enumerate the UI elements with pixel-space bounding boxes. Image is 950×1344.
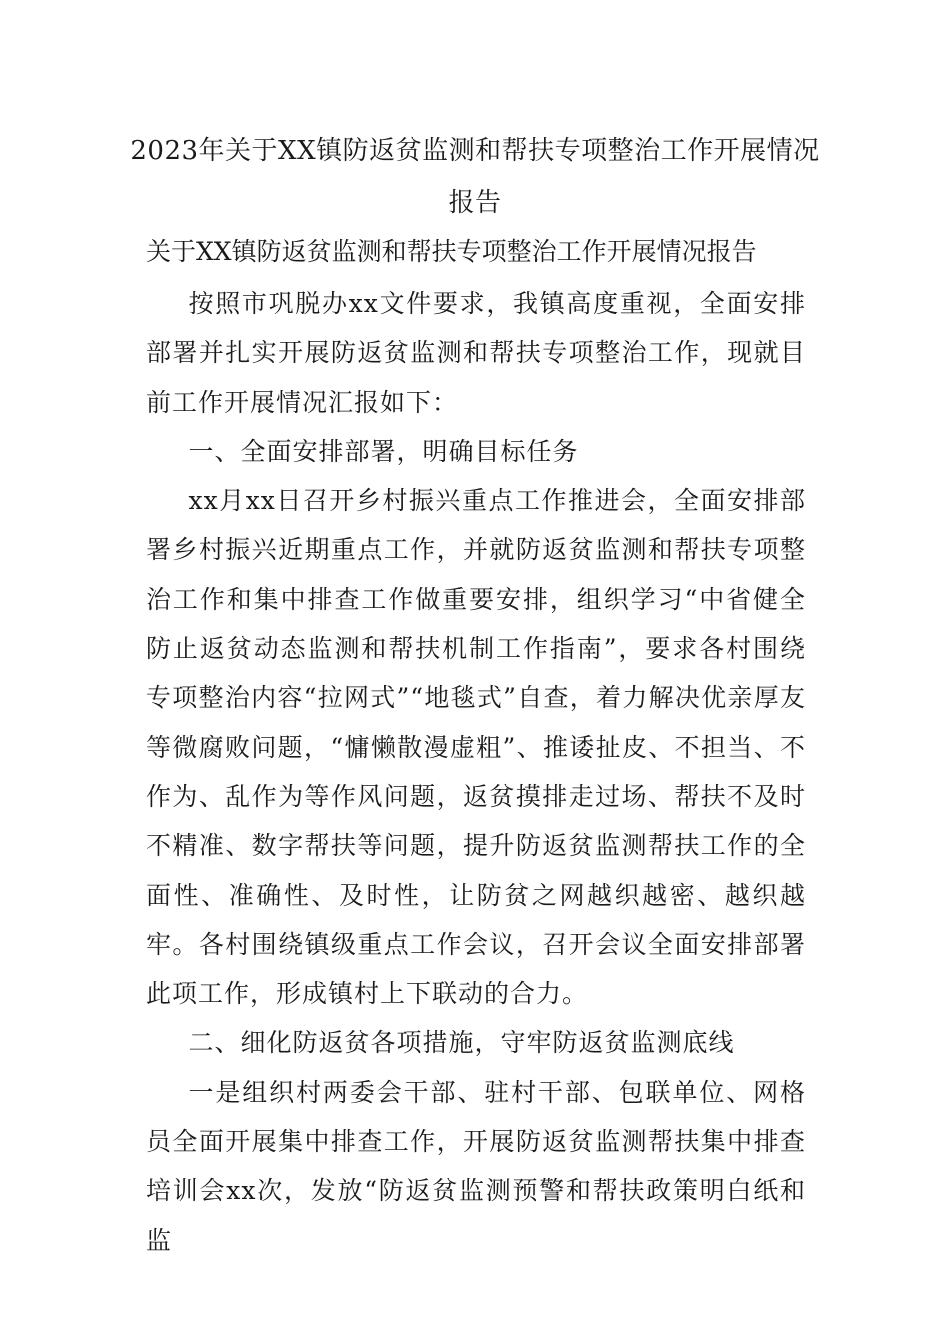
document-subtitle: 关于XX镇防返贫监测和帮扶专项整治工作开展情况报告	[146, 237, 757, 266]
paragraph-section-2: 一是组织村两委会干部、驻村干部、包联单位、网格员全面开展集中排查工作，开展防返贫监测帮扶集中排查培训会xx次，发放“防返贫监测预警和帮扶政策明白纸和监	[146, 1077, 806, 1255]
paragraph-section-1: xx月xx日召开乡村振兴重点工作推进会，全面安排部署乡村振兴近期重点工作，并就防返贫监测和帮扶专项整治工作和集中排查工作做重要安排，组织学习“中省健全防止返贫动态监测和帮扶机制工作指南”，要求各村围绕专项整治内容“拉网式”“地毯式”自查，着力解决优亲厚友等微腐败问题，“慵懒散漫虚粗”、推诿扯皮、不担当、不作为、乱作为等作风问题，返贫摸排走过场、帮扶不及时不精准、数字帮扶等问题，提升防返贫监测帮扶工作的全面性、准确性、及时性，让防贫之网越织越密、越织越牢。各村围绕镇级重点工作会议，召开会议全面安排部署此项工作，形成镇村上下联动的合力。	[146, 486, 806, 1009]
section-heading-2: 二、细化防返贫各项措施，守牢防返贫监测底线	[188, 1028, 735, 1058]
paragraph-intro: 按照市巩脱办xx文件要求，我镇高度重视，全面安排部署并扎实开展防返贫监测和帮扶专项整治工作，现就目前工作开展情况汇报如下：	[146, 289, 806, 417]
document-title: 2023年关于XX镇防返贫监测和帮扶专项整治工作开展情况报告	[130, 136, 820, 218]
document-body	[146, 279, 806, 1265]
section-heading-1: 一、全面安排部署，明确目标任务	[188, 436, 579, 466]
